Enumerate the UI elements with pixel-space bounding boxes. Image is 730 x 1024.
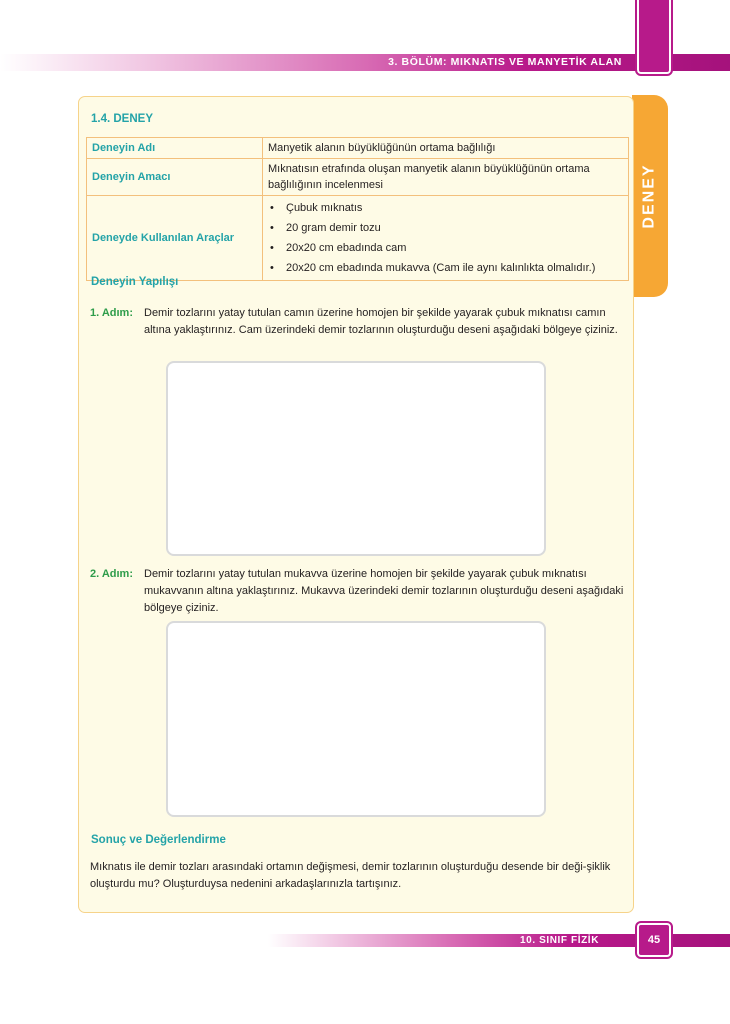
book-title: 10. SINIF FİZİK [520,935,600,946]
side-tab-label: DENEY [641,163,658,229]
list-item: • 20x20 cm ebadında mukavva (Cam ile aynı kalınlıkta olmalıdır.) [268,258,623,278]
list-item: • 20x20 cm ebadında cam [268,238,623,258]
step-1 [90,305,630,339]
header-tab-decoration [637,0,671,74]
tools-cell [263,196,629,281]
purpose-value: Mıknatısın etrafında oluşan manyetik alanın büyüklüğünün ortama bağlılığının incelenmesi [263,159,629,196]
section-title: 1.4. DENEY [91,113,153,125]
step-2 [90,566,630,617]
step-1-text: Demir tozlarını yatay tutulan camın üzerine homojen bir şekilde yayarak çubuk mıknatısı camın altına yaklaştırınız. Cam üzerindeki demir tozlarının oluşturduğu deseni aşağıdaki bölgeye çiziniz. [144,307,618,336]
list-item: • Çubuk mıknatıs [268,198,623,218]
table-row [87,196,629,281]
step-2-label: 2. Adım: [90,568,133,580]
drawing-area-1[interactable] [166,361,546,556]
conclusion-title: Sonuç ve Değerlendirme [91,834,226,846]
procedure-title: Deneyin Yapılışı [91,276,179,288]
purpose-label: Deneyin Amacı [87,159,263,196]
side-tab-label-wrap [632,95,668,297]
experiment-info-table [86,137,629,281]
list-item: • 20 gram demir tozu [268,218,623,238]
table-row [87,138,629,159]
tools-label: Deneyde Kullanılan Araçlar [87,196,263,281]
table-row [87,159,629,196]
tools-list [268,198,623,278]
step-2-text: Demir tozlarını yatay tutulan mukavva üzerine homojen bir şekilde yayarak çubuk mıknatısı mukavvanın altına yaklaştırınız. Mukavva üzerindeki demir tozlarının oluşturduğu deseni aşağıdaki bölgeye çiziniz. [144,568,624,614]
step-1-label: 1. Adım: [90,307,133,319]
drawing-area-2[interactable] [166,621,546,817]
conclusion-text: Mıknatıs ile demir tozları arasındaki ortamın değişmesi, demir tozlarının oluşturduğu desende bir deği-şiklik oluşturdu mu? Oluşturduysa nedenini arkadaşlarınızla tartışınız. [90,861,611,890]
page-number: 45 [637,923,671,957]
name-value: Manyetik alanın büyüklüğünün ortama bağlılığı [263,138,629,159]
chapter-title: 3. BÖLÜM: MIKNATIS VE MANYETİK ALAN [388,56,622,68]
name-label: Deneyin Adı [87,138,263,159]
